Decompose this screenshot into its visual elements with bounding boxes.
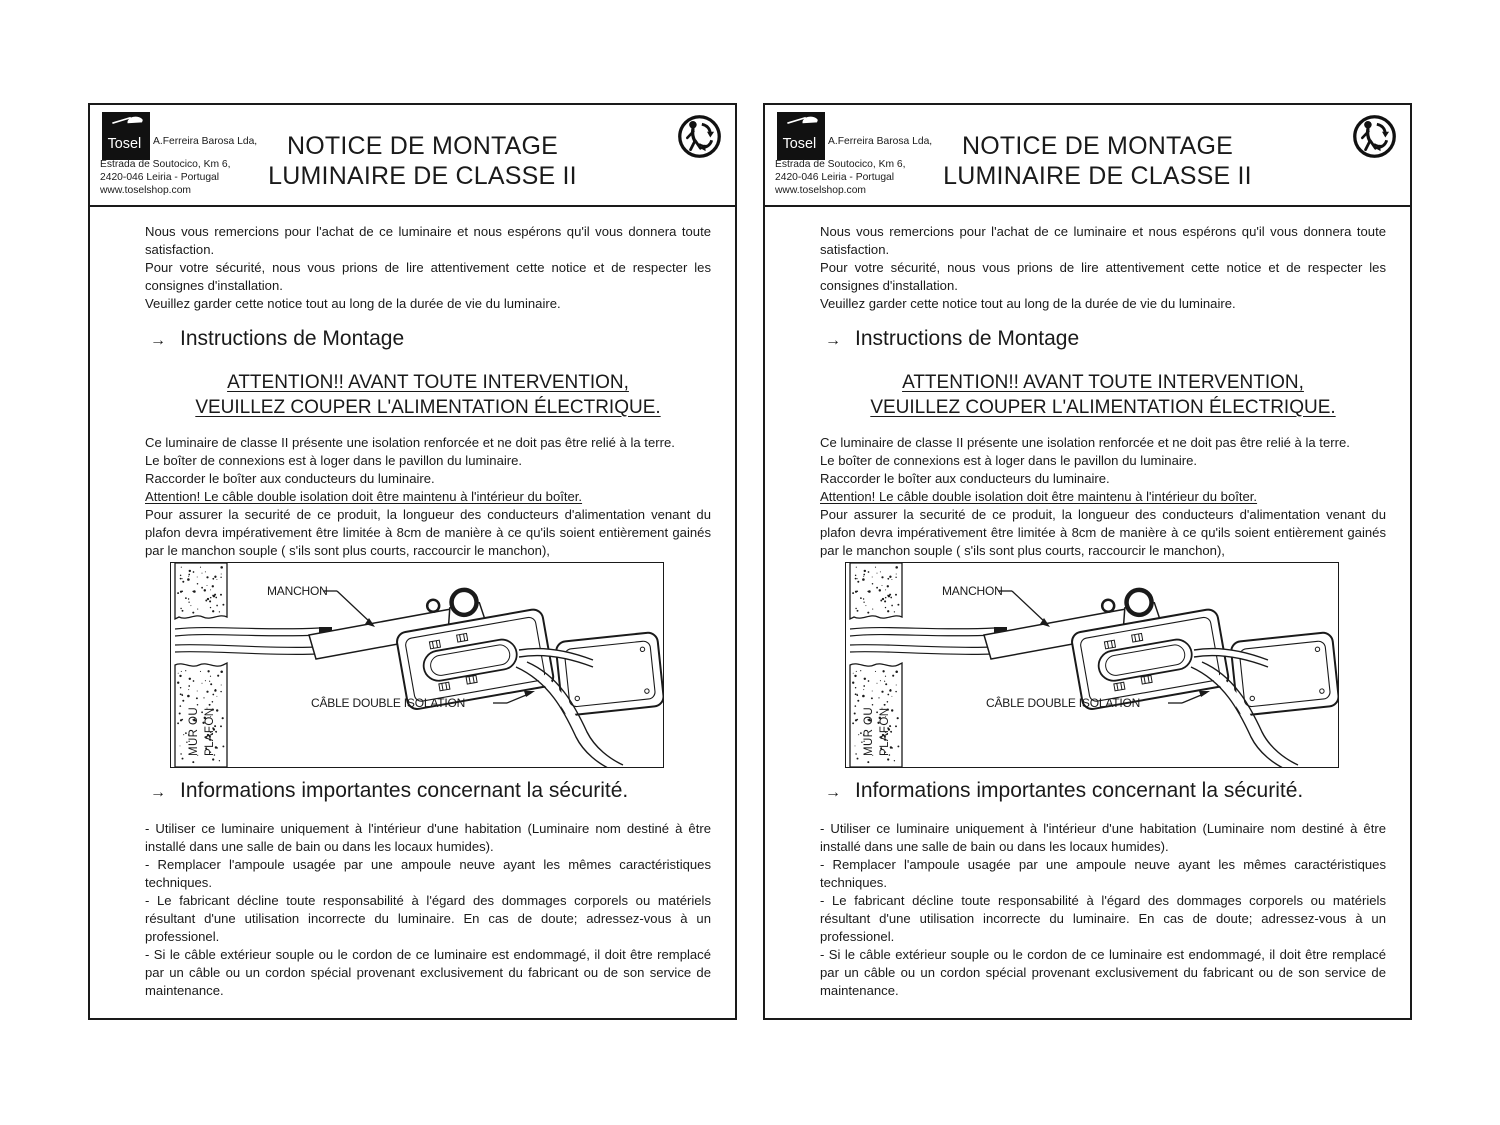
address-line-1: Estrada de Soutocico, Km 6, (775, 159, 906, 170)
wall-label-line2: PLAFON (879, 707, 891, 756)
notice-page-1 (88, 103, 737, 1020)
logo-brand-text: Tosel (782, 136, 817, 152)
intro-paragraph-3: Veuillez garder cette notice tout au long de la durée de vie du luminaire. (145, 296, 561, 311)
heading-informations-securite (825, 778, 1386, 806)
address-line-2: 2420-046 Leiria - Portugal (100, 172, 220, 183)
intro-paragraph-1: Nous vous remercions pour l'achat de ce luminaire et nous espérons qu'il vous donnera toute satisfaction. (145, 224, 711, 257)
safety-bullet-1: - Utiliser ce luminaire uniquement à l'intérieur d'une habitation (Luminaire nom destiné à être installé dans une salle de bain ou dans les locaux humides). (145, 821, 711, 854)
tosel-lamp-logo (777, 112, 825, 160)
hanging-ring (450, 588, 479, 617)
junction-box (390, 577, 555, 711)
warning-line-1: ATTENTION!! AVANT TOUTE INTERVENTION, (902, 372, 1304, 393)
safety-bullet-4: - Si le câble extérieur souple ou le cordon de ce luminaire est endommagé, il doit être remplacé par un câble ou un cordon spécial provenant exclusivement du fabricant ou de son service de maintenance. (145, 947, 711, 998)
document-title (190, 131, 655, 191)
heading-montage-label: Instructions de Montage (180, 327, 405, 350)
cable-double-isolation-label: CÂBLE DOUBLE ISOLATION (986, 696, 1141, 710)
manchon-label: MANCHON (267, 584, 328, 598)
company-name: A.Ferreira Barosa Lda, (828, 136, 933, 147)
triman-recycling-icon (1351, 113, 1398, 160)
attention-cable-note: Attention! Le câble double isolation doit être maintenu à l'intérieur du boîter. (820, 489, 1258, 504)
document-title (865, 131, 1330, 191)
page-body (765, 207, 1410, 1000)
title-line-2: LUMINAIRE DE CLASSE II (268, 162, 577, 190)
warning-line-2: VEUILLEZ COUPER L'ALIMENTATION ÉLECTRIQUE. (195, 397, 661, 418)
installation-diagram-svg (171, 563, 663, 767)
safety-bullet-3: - Le fabricant décline toute responsabilité à l'égard des dommages corporels ou matériels résultant d'une utilisation incorrecte du luminaire. En cas de doute; adressez-vous à un professionel. (145, 893, 711, 944)
title-line-1: NOTICE DE MONTAGE (286, 132, 558, 160)
heading-instructions-montage (825, 326, 1386, 354)
intro-paragraph-1: Nous vous remercions pour l'achat de ce luminaire et nous espérons qu'il vous donnera toute satisfaction. (820, 224, 1386, 257)
small-ring (1101, 599, 1115, 613)
class2-info-lines (145, 434, 711, 488)
heading-securite-label: Informations importantes concernant la sécurité. (180, 779, 629, 802)
wall-label-line1: MUR OU (863, 706, 875, 756)
wall-bottom-chunk (850, 663, 902, 767)
address-line-2: 2420-046 Leiria - Portugal (775, 172, 895, 183)
heading-securite-label: Informations importantes concernant la sécurité. (855, 779, 1304, 802)
logo-brand-text: Tosel (107, 136, 142, 152)
intro-paragraph-2: Pour votre sécurité, nous vous prions de lire attentivement cette notice et de respecter les consignes d'installation. (820, 260, 1386, 293)
safety-bullet-2: - Remplacer l'ampoule usagée par une ampoule neuve ayant les mêmes caractéristiques techniques. (820, 857, 1386, 890)
notice-page-2 (763, 103, 1412, 1020)
class2-line-3: Raccorder le boîter aux conducteurs du luminaire. (820, 471, 1110, 486)
company-website: www.toselshop.com (100, 185, 191, 196)
company-website: www.toselshop.com (775, 185, 866, 196)
warning-line-1: ATTENTION!! AVANT TOUTE INTERVENTION, (227, 372, 629, 393)
installation-diagram (170, 562, 664, 768)
wall-bottom-chunk (175, 663, 227, 767)
tosel-lamp-logo (102, 112, 150, 160)
arrow-right-icon: → (150, 332, 166, 349)
company-name: A.Ferreira Barosa Lda, (153, 136, 258, 147)
wall-section (850, 563, 902, 767)
page-body (90, 207, 735, 1000)
warning-power-off (820, 370, 1386, 420)
small-ring (426, 599, 440, 613)
hanging-ring (1125, 588, 1154, 617)
supply-wires (175, 627, 332, 654)
cable-double-isolation-label: CÂBLE DOUBLE ISOLATION (311, 696, 466, 710)
wall-section (175, 563, 227, 767)
supply-wires (850, 627, 1007, 654)
manchon-paragraph: Pour assurer la securité de ce produit, la longueur des conducteurs d'alimentation venant du plafon devra impérativement être limitée à 8cm de manière à ce qu'ils soient entièrement gainés par le manchon souple ( s'ils sont plus courts, raccourcir le manchon), (145, 507, 711, 558)
manchon-paragraph: Pour assurer la securité de ce produit, la longueur des conducteurs d'alimentation venant du plafon devra impérativement être limitée à 8cm de manière à ce qu'ils soient entièrement gainés par le manchon souple ( s'ils sont plus courts, raccourcir le manchon), (820, 507, 1386, 558)
class2-line-3: Raccorder le boîter aux conducteurs du luminaire. (145, 471, 435, 486)
class2-line-1: Ce luminaire de classe II présente une isolation renforcée et ne doit pas être relié à la terre. (145, 435, 675, 450)
title-line-1: NOTICE DE MONTAGE (961, 132, 1233, 160)
wall-label-line1: MUR OU (188, 706, 200, 756)
heading-montage-label: Instructions de Montage (855, 327, 1080, 350)
safety-bullets (145, 820, 711, 1000)
safety-bullet-1: - Utiliser ce luminaire uniquement à l'intérieur d'une habitation (Luminaire nom destiné à être installé dans une salle de bain ou dans les locaux humides). (820, 821, 1386, 854)
heading-instructions-montage (150, 326, 711, 354)
warning-line-2: VEUILLEZ COUPER L'ALIMENTATION ÉLECTRIQUE. (870, 397, 1336, 418)
class2-line-2: Le boîter de connexions est à loger dans le pavillon du luminaire. (820, 453, 1198, 468)
heading-informations-securite (150, 778, 711, 806)
arrow-right-icon: → (825, 784, 841, 801)
intro-paragraph-3: Veuillez garder cette notice tout au long de la durée de vie du luminaire. (820, 296, 1236, 311)
wall-label-line2: PLAFON (204, 707, 216, 756)
junction-box (1065, 577, 1230, 711)
class2-info-lines (820, 434, 1386, 488)
safety-bullets (820, 820, 1386, 1000)
installation-diagram (845, 562, 1339, 768)
arrow-right-icon: → (150, 784, 166, 801)
safety-bullet-2: - Remplacer l'ampoule usagée par une ampoule neuve ayant les mêmes caractéristiques techniques. (145, 857, 711, 890)
page-header (765, 105, 1410, 207)
triman-recycling-icon (676, 113, 723, 160)
safety-bullet-4: - Si le câble extérieur souple ou le cordon de ce luminaire est endommagé, il doit être remplacé par un câble ou un cordon spécial provenant exclusivement du fabricant ou de son service de maintenance. (820, 947, 1386, 998)
class2-line-2: Le boîter de connexions est à loger dans le pavillon du luminaire. (145, 453, 523, 468)
intro-paragraphs (145, 223, 711, 313)
intro-paragraph-2: Pour votre sécurité, nous vous prions de lire attentivement cette notice et de respecter les consignes d'installation. (145, 260, 711, 293)
arrow-right-icon: → (825, 332, 841, 349)
class2-line-1: Ce luminaire de classe II présente une isolation renforcée et ne doit pas être relié à la terre. (820, 435, 1350, 450)
intro-paragraphs (820, 223, 1386, 313)
address-line-1: Estrada de Soutocico, Km 6, (100, 159, 231, 170)
installation-diagram-svg (846, 563, 1338, 767)
pages-row (88, 103, 1412, 1020)
page-header (90, 105, 735, 207)
safety-bullet-3: - Le fabricant décline toute responsabilité à l'égard des dommages corporels ou matériels résultant d'une utilisation incorrecte du luminaire. En cas de doute; adressez-vous à un professionel. (820, 893, 1386, 944)
attention-cable-note: Attention! Le câble double isolation doit être maintenu à l'intérieur du boîter. (145, 489, 583, 504)
title-line-2: LUMINAIRE DE CLASSE II (943, 162, 1252, 190)
warning-power-off (145, 370, 711, 420)
manchon-label: MANCHON (942, 584, 1003, 598)
